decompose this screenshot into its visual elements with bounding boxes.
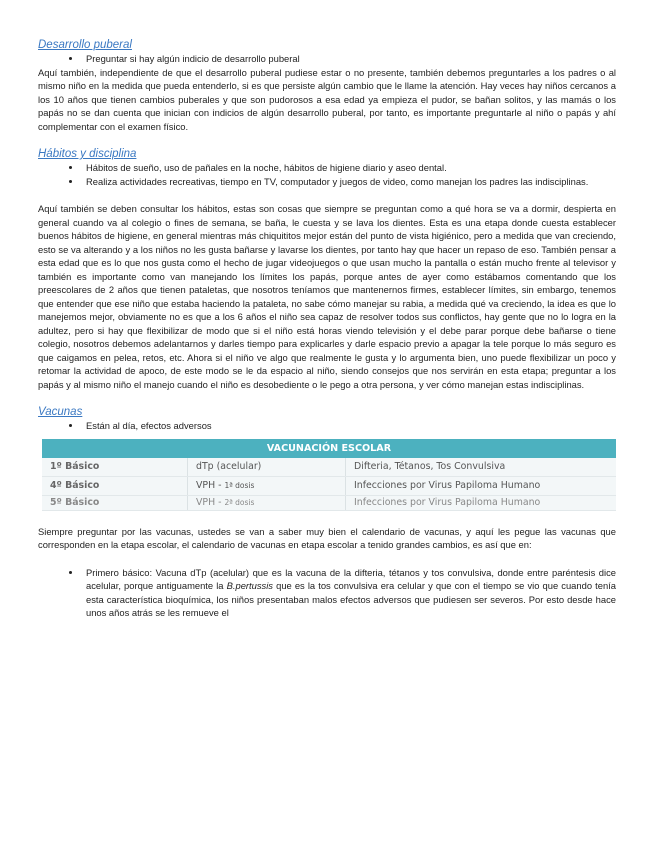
bullet-text: que es la tos convulsiva era celular y que con el tiempo se vio que cuando tenía esta característica bioquímica, los niños presentaban malos efectos adversos que pudiesen ser severos. Por esto desde hace unos años atrás se les remueve el: [86, 580, 616, 618]
puberal-bullet-list: [38, 52, 616, 66]
table-cell-vaccine: [188, 476, 346, 495]
habitos-bullet-list: [38, 161, 616, 188]
table-cell-disease: Infecciones por Virus Papiloma Humano: [346, 495, 617, 510]
list-item: • Hábitos de sueño, uso de pañales en la noche, hábitos de higiene diario y aseo dental.: [82, 161, 616, 175]
table-cell-grade: 5º Básico: [42, 495, 188, 510]
vaccine-name: VPH -: [196, 497, 225, 508]
section-title-puberal: Desarrollo puberal: [38, 39, 132, 51]
bullet-italic-term: B.pertussis: [226, 580, 273, 591]
section-title-vacunas: Vacunas: [38, 406, 83, 418]
table-row: [42, 495, 616, 510]
habitos-paragraph: Aquí también se deben consultar los hábitos, estas son cosas que siempre se preguntan como a qué hora se va a dormir, despierta en general cuando va al colegio o fines de semana, se baña, le cuesta y se lava los dientes. Esta es una etapa donde cuesta establecer buenos hábitos de higiene, en general mientras más chiquititos mejor están del punto de vista higiénico, pero a medida que van creciendo, esto se va alterando y a los niños no les gusta bañarse y lavarse los dientes, por tanto hay que hacer un repaso de eso. También pensar a esta edad que es lo que nos gusta como el hecho de jugar videojuegos o que usan mucho la pantalla o están mucho frente al televisor y también es importante como van manejando los límites los papás, porque antes de ayer como estábamos comentando que los preescolares de 2 años que tienen pataletas, que nosotros teníamos que mantenernos firmes, establecer límites, sin embargo, tenemos que entender que ese niño que estaba haciendo la pataleta, no sabe cómo manejar su rabia, a medida qué va creciendo, la idea es que lo manejemos mejor, obviamente no es que a los 6 años el niño sea capaz de resolver todos sus conflictos, hay gente que no lo logra en la adultez, pero si hay que flexibilizar de modo que si el niño está horas viendo televisión y el debe parar porque debe bañarse o tiene colegio, nosotros debemos adelantarnos y darles tiempo para explicarles y darle espacio previo a apagar la tele porque lo más seguro es que caigamos en pelea, retos, etc. Ahora si el niño ve algo que realmente le gusta y lo argumenta bien, uno puede flexibilizar un poco y retomar la actividad de apoco, de este modo se le da espacio al niño, siendo consejos que nos servirán en esta etapa; preguntar a los papás y al mismo niño el manejo cuando el niño es desobediente o le pego a otra persona, y ver cómo manejan estas indisciplinas.: [38, 203, 616, 390]
table-cell-vaccine: [188, 495, 346, 510]
puberal-paragraph: Aquí también, independiente de que el desarrollo puberal pudiese estar o no presente, también debemos preguntarles a los padres o al mismo niño en la medida que pueda entenderlo, si es que persiste algún cambio que le llame la atención. Hay veces hay niños cercanos a los 10 años que tienen cambios puberales y que son pudorosos a esa edad ya empieza el pudor, se bañan solitos, y las mamás o los papás no se dan cuenta que inician con indicios de algún desarrollo puberal, por tanto, es importante preguntarle al niño o papás y ahí complementar con el examen físico.: [38, 66, 616, 132]
document-page: [38, 38, 616, 620]
list-item: • Preguntar si hay algún indicio de desarrollo puberal: [82, 52, 616, 66]
table-cell-grade: 4º Básico: [42, 476, 188, 495]
vacunas-bullet-list: [38, 419, 616, 433]
vaccine-dose: 1ª dosis: [224, 481, 255, 490]
vacunas-paragraph: Siempre preguntar por las vacunas, ustedes se van a saber muy bien el calendario de vacunas, y aquí les pegue las vacunas que corresponden en la etapa escolar, el calendario de vacunas en etapa escolar a tenido grandes cambios, es así que en:: [38, 525, 616, 550]
vaccine-dose: 2ª dosis: [224, 498, 255, 507]
vaccination-table: [42, 439, 616, 511]
table-cell-disease: Infecciones por Virus Papiloma Humano: [346, 476, 617, 495]
table-header: VACUNACIÓN ESCOLAR: [42, 439, 616, 458]
bullet-text: Primero básico: Vacuna dTp (acelular) que es la vacuna de la difteria, tétanos y tos convulsiva, donde entre paréntesis dice acelular, porque antiguamente la: [86, 566, 616, 591]
vacunas-detail-list: [38, 566, 616, 620]
section-title-habitos: Hábitos y disciplina: [38, 148, 137, 160]
table-cell-vaccine: dTp (acelular): [188, 458, 346, 477]
vaccine-name: VPH -: [196, 480, 225, 491]
table-row: [42, 476, 616, 495]
table-cell-disease: Difteria, Tétanos, Tos Convulsiva: [346, 458, 617, 477]
list-item: • Están al día, efectos adversos: [82, 419, 616, 433]
list-item: • Realiza actividades recreativas, tiempo en TV, computador y juegos de video, como manejan los padres las indisciplinas.: [82, 175, 616, 189]
list-item: [82, 566, 616, 620]
table-cell-grade: 1º Básico: [42, 458, 188, 477]
table-row: [42, 458, 616, 477]
